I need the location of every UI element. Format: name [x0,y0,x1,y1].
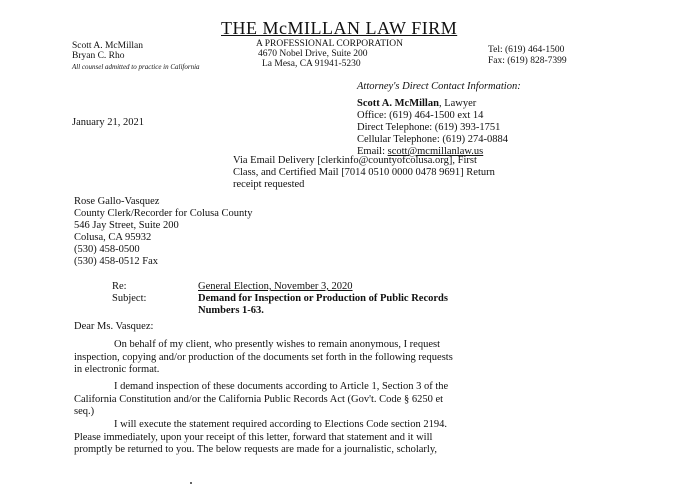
contact-name-line [357,98,476,111]
salutation: Dear Ms. Vasquez: [74,321,154,332]
re-label: Re: [112,281,127,292]
paragraph-line: On behalf of my client, who presently wishes to remain anonymous, I request [114,339,441,350]
delivery-line1: Via Email Delivery [clerkinfo@countyofcolusa.org], First [233,155,477,166]
paragraph-line: I demand inspection of these documents according to Article 1, Section 3 of the [114,381,449,392]
scan-speck [190,482,192,484]
admission-note: All counsel admitted to practice in California [72,63,200,71]
delivery-line3: receipt requested [233,179,305,190]
re-value: General Election, November 3, 2020 [198,281,353,292]
recipient-title: County Clerk/Recorder for Colusa County [74,208,253,219]
contact-email-link[interactable]: scott@mcmillanlaw.us [387,146,484,157]
firm-corporation: A PROFESSIONAL CORPORATION [256,39,403,49]
paragraph-line: promptly be returned to you. The below requests are made for a journalistic, scholarly, [74,444,438,456]
subject-line1: Demand for Inspection or Production of Public Records [198,293,448,304]
contact-cell: Cellular Telephone: (619) 274-0884 [357,134,508,145]
subject-label: Subject: [112,293,147,304]
firm-address-line1: 4670 Nobel Drive, Suite 200 [258,49,368,59]
attorney-name-2: Bryan C. Rho [72,51,125,61]
body-paragraph-2 [74,381,599,419]
contact-heading: Attorney's Direct Contact Information: [357,81,521,92]
recipient-phone: (530) 458-0500 [74,244,140,255]
paragraph-line: I will execute the statement required according to Elections Code section 2194. [114,419,447,430]
body-paragraph-3 [74,419,599,457]
paragraph-line: Please immediately, upon your receipt of this letter, forward that statement and it will [74,431,433,443]
letter-date: January 21, 2021 [72,117,145,128]
contact-title: , Lawyer [438,98,477,109]
subject-line2: Numbers 1-63. [198,305,264,316]
paragraph-line: California Constitution and/or the California Public Records Act (Gov't. Code § 6250 et [74,393,444,405]
contact-direct: Direct Telephone: (619) 393-1751 [357,122,501,133]
recipient-fax: (530) 458-0512 Fax [74,256,158,267]
firm-fax: Fax: (619) 828-7399 [488,56,567,66]
body-paragraph-1 [74,339,599,377]
contact-email-label: Email: [357,146,388,157]
recipient-street: 546 Jay Street, Suite 200 [74,220,179,231]
contact-office: Office: (619) 464-1500 ext 14 [357,110,484,121]
firm-name: THE McMILLAN LAW FIRM [221,18,458,38]
paragraph-line: inspection, copying and/or production of the documents set forth in the following requests [74,351,453,363]
delivery-line2: Class, and Certified Mail [7014 0510 0000 0478 9691] Return [233,167,495,178]
paragraph-line: seq.) [74,406,95,418]
recipient-name: Rose Gallo-Vasquez [74,196,160,207]
attorney-name-1: Scott A. McMillan [72,41,143,51]
firm-address-line2: La Mesa, CA 91941-5230 [262,59,361,69]
firm-telephone: Tel: (619) 464-1500 [488,45,565,55]
recipient-city: Colusa, CA 95932 [74,232,152,243]
contact-name: Scott A. McMillan [357,98,439,109]
paragraph-line: in electronic format. [74,364,160,376]
